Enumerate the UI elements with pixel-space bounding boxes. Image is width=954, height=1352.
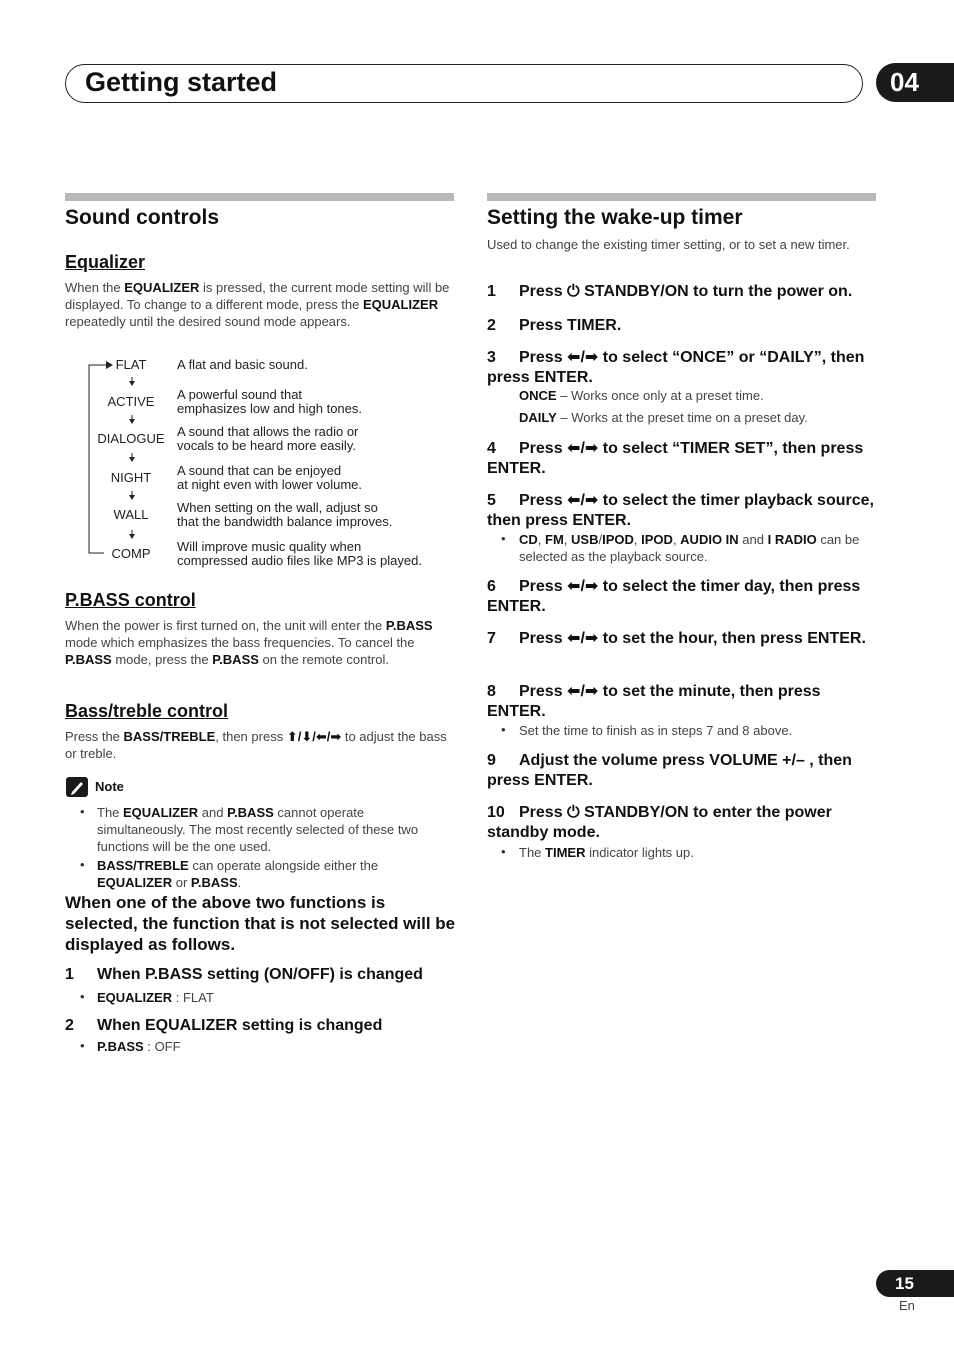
timer-step: 2 Press TIMER. xyxy=(487,317,622,334)
conflict-step: 1 When P.BASS setting (ON/OFF) is changed xyxy=(65,966,423,983)
eq-mode-label: WALL xyxy=(113,507,149,522)
timer-step: 4 Press ⬅/➡ to select “TIMER SET”, then press ENTER. xyxy=(487,440,864,477)
conflict-heading: When one of the above two functions is selected, the function that is not selected will be displayed as follows. xyxy=(65,893,456,954)
timer-step8-bullet: Set the time to finish as in steps 7 and 8 above. xyxy=(519,723,793,738)
bullet-dot: • xyxy=(80,1038,85,1053)
section-bar-right xyxy=(487,193,876,201)
note-label: Note xyxy=(95,779,124,794)
timer-step: 7 Press ⬅/➡ to set the hour, then press ENTER. xyxy=(487,630,866,647)
eq-mode-label: ACTIVE xyxy=(107,394,155,409)
down-arrow-icon xyxy=(129,530,135,539)
eq-mode-desc: A flat and basic sound. xyxy=(177,357,308,372)
timer-step: 8 Press ⬅/➡ to set the minute, then press ENTER. xyxy=(487,683,821,720)
bullet-dot: • xyxy=(501,844,506,859)
timer-step: 10 Press ⏻ STANDBY/ON to enter the power standby mode. xyxy=(487,804,832,841)
conflict-bullet: P.BASS : OFF xyxy=(97,1039,181,1054)
eq-mode-label: NIGHT xyxy=(110,470,152,485)
section-title-sound-controls: Sound controls xyxy=(65,206,219,229)
bullet-dot: • xyxy=(80,857,85,872)
timer-intro: Used to change the existing timer setting, or to set a new timer. xyxy=(487,237,850,252)
timer-step10-bullet: The TIMER indicator lights up. xyxy=(519,845,694,860)
section-title-wake-up-timer: Setting the wake-up timer xyxy=(487,206,743,229)
arrow-keys-icon: ⬆/⬇/⬅/➡ xyxy=(286,729,342,744)
chapter-number: 04 xyxy=(876,63,954,102)
heading-bass-treble-control: Bass/treble control xyxy=(65,701,229,721)
timer-step: 5 Press ⬅/➡ to select the timer playback source, then press ENTER. xyxy=(487,492,874,529)
bullet-dot: • xyxy=(80,989,85,1004)
note-bullet: The EQUALIZER and P.BASS cannot operate simultaneously. The most recently selected of these two functions will be the one used. xyxy=(97,805,419,854)
equalizer-intro: When the EQUALIZER is pressed, the current mode setting will be displayed. To change to a different mode, press the EQUALIZER repeatedly until the desired sound mode appears. xyxy=(65,280,450,329)
eq-mode-desc: A powerful sound that emphasizes low and high tones. xyxy=(177,387,363,416)
bass-treble-body: Press the BASS/TREBLE, then press ⬆/⬇/⬅/➡ to adjust the bass or treble. xyxy=(65,729,447,761)
timer-step: 3 Press ⬅/➡ to select “ONCE” or “DAILY”, then press ENTER. xyxy=(487,349,865,386)
note-pencil-icon xyxy=(66,777,88,797)
pbass-body: When the power is first turned on, the unit will enter the P.BASS mode which emphasizes the bass frequencies. To cancel the P.BASS mode, press the P.BASS on the remote control. xyxy=(65,618,433,667)
eq-mode-desc: A sound that allows the radio or vocals to be heard more easily. xyxy=(177,424,359,453)
bullet-dot: • xyxy=(501,722,506,737)
equalizer-cycle-line xyxy=(86,358,116,558)
bullet-dot: • xyxy=(501,531,506,546)
eq-mode-label: DIALOGUE xyxy=(97,431,165,446)
heading-equalizer: Equalizer xyxy=(65,252,146,272)
page-language: En xyxy=(899,1298,915,1313)
heading-pbass-control: P.BASS control xyxy=(65,590,196,610)
eq-mode-label: FLAT xyxy=(115,357,147,372)
timer-option-daily: DAILY – Works at the preset time on a preset day. xyxy=(519,410,808,425)
timer-source-bullet: CD, FM, USB/IPOD, IPOD, AUDIO IN and I RADIO can be selected as the playback source. xyxy=(519,532,860,564)
eq-mode-label: COMP xyxy=(111,546,151,561)
timer-step: 9 Adjust the volume press VOLUME +/– , then press ENTER. xyxy=(487,752,852,789)
eq-mode-desc: When setting on the wall, adjust so that the bandwidth balance improves. xyxy=(177,500,393,529)
conflict-bullet: EQUALIZER : FLAT xyxy=(97,990,214,1005)
down-arrow-icon xyxy=(129,491,135,500)
down-arrow-icon xyxy=(129,377,135,386)
conflict-step: 2 When EQUALIZER setting is changed xyxy=(65,1017,383,1034)
section-bar-left xyxy=(65,193,454,201)
bullet-dot: • xyxy=(80,804,85,819)
timer-step: 6 Press ⬅/➡ to select the timer day, then press ENTER. xyxy=(487,578,861,615)
note-bullet: BASS/TREBLE can operate alongside either the EQUALIZER or P.BASS. xyxy=(97,858,379,890)
page-number: 15 xyxy=(876,1270,954,1297)
down-arrow-icon xyxy=(129,453,135,462)
eq-mode-desc: Will improve music quality when compressed audio files like MP3 is played. xyxy=(177,539,422,568)
down-arrow-icon xyxy=(129,415,135,424)
page-title: Getting started xyxy=(85,67,278,97)
timer-step: 1 Press ⏻ STANDBY/ON to turn the power on. xyxy=(487,283,853,300)
eq-mode-desc: A sound that can be enjoyed at night even with lower volume. xyxy=(177,463,362,492)
timer-option-once: ONCE – Works once only at a preset time. xyxy=(519,388,764,403)
